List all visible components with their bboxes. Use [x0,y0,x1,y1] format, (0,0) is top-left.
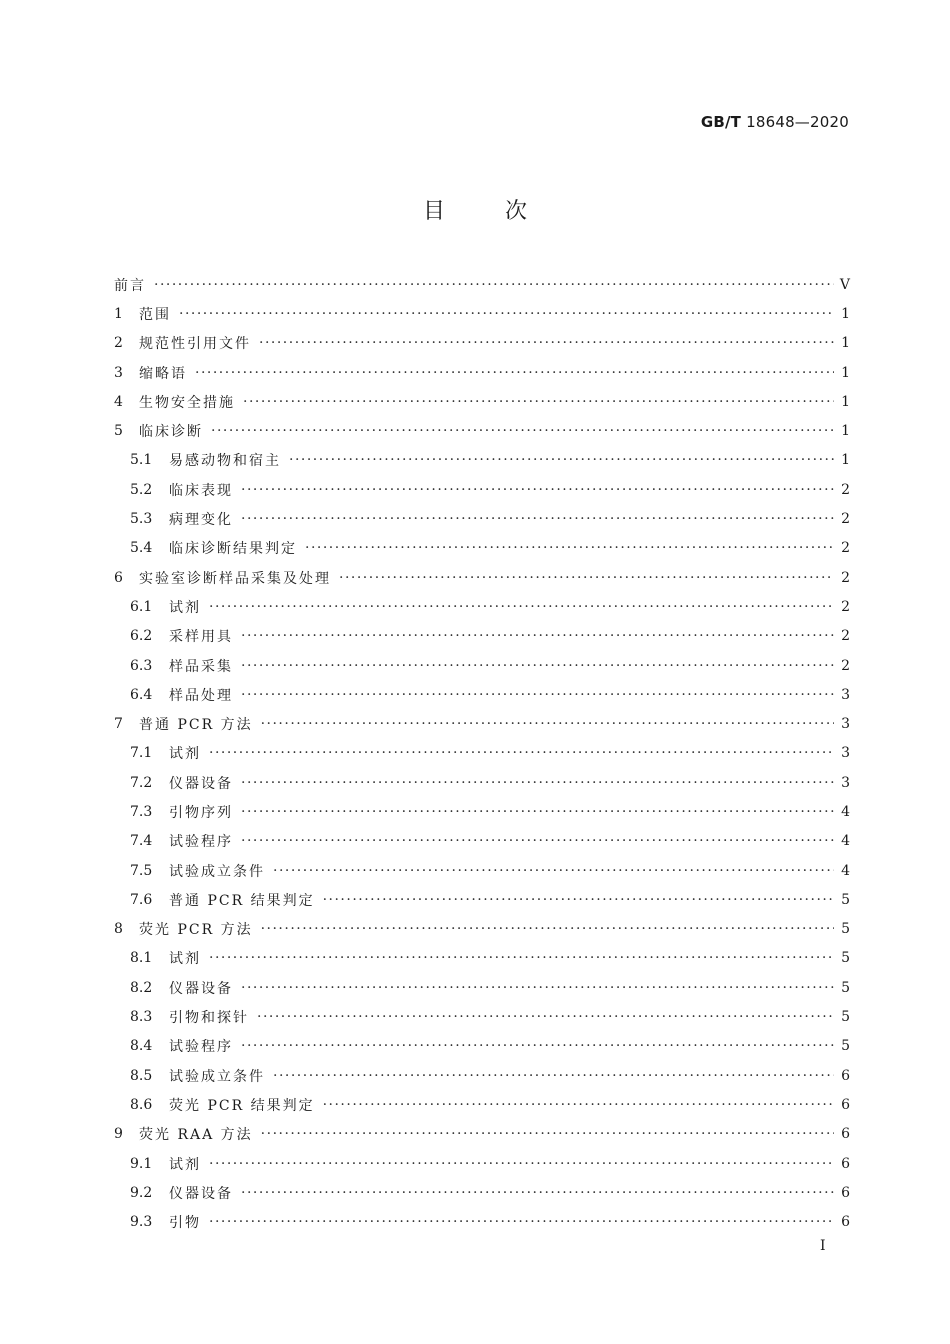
toc-entry-label: 临床表现 [169,482,233,499]
toc-leader-dots [241,628,834,644]
toc-leader-dots [241,775,834,791]
toc-entry-page: 2 [841,628,850,645]
toc-leader-dots [241,1038,834,1054]
toc-entry-label: 试剂 [169,599,201,616]
toc-entry-label: 仪器设备 [169,775,233,792]
toc-leader-dots [241,482,834,498]
toc-leader-dots [241,833,834,849]
toc-entry-label: 临床诊断 [139,424,203,441]
toc-entry[interactable] [114,797,850,826]
toc-leader-dots [209,950,834,966]
toc-entry-page: 1 [841,305,850,322]
toc-entry-page: 5 [841,979,850,996]
toc-entry-number: 8 [114,921,123,938]
toc-leader-dots [241,687,834,703]
toc-entry-label: 仪器设备 [169,1185,233,1202]
toc-leader-dots [261,921,834,937]
toc-entry-page: 1 [841,452,850,469]
toc-entry-number: 7 [114,716,123,733]
toc-entry-number: 6.4 [130,686,153,703]
toc-entry[interactable] [114,329,850,358]
toc-entry-number: 7.5 [130,862,153,879]
toc-entry-number: 6.3 [130,657,153,674]
toc-entry[interactable] [114,1002,850,1031]
toc-entry[interactable] [114,504,850,533]
toc-entry-label: 临床诊断结果判定 [169,541,297,558]
toc-entry-page: 2 [841,481,850,498]
toc-entry-number: 7.2 [130,774,153,791]
toc-entry-number: 5.4 [130,540,153,557]
toc-entry-page: 6 [841,1126,850,1143]
toc-entry[interactable] [114,1090,850,1119]
toc-entry-label: 前言 [114,277,146,294]
toc-entry[interactable] [114,827,850,856]
toc-entry-label: 仪器设备 [169,980,233,997]
toc-entry-page: 5 [841,1009,850,1026]
toc-entry-number: 7.3 [130,803,153,820]
toc-entry-number: 6.2 [130,628,153,645]
toc-leader-dots [289,452,834,468]
toc-entry-number: 3 [114,364,123,381]
toc-entry-label: 试验成立条件 [169,863,265,880]
toc-entry[interactable] [114,1120,850,1149]
toc-entry-label: 普通 PCR 方法 [139,717,253,734]
toc-entry-page: V [839,276,850,293]
toc-entry-label: 易感动物和宿主 [169,453,281,470]
toc-entry[interactable] [114,1032,850,1061]
toc-entry-label: 试验程序 [169,834,233,851]
toc-entry[interactable] [114,768,850,797]
table-of-contents [114,270,850,1237]
toc-entry-page: 6 [841,1155,850,1172]
toc-leader-dots [209,1214,834,1230]
standard-code [701,113,849,131]
toc-leader-dots [305,540,834,556]
toc-entry-number: 8.3 [130,1009,153,1026]
toc-entry-page: 2 [841,598,850,615]
toc-entry[interactable] [114,915,850,944]
toc-entry-label: 试剂 [169,746,201,763]
toc-entry-label: 实验室诊断样品采集及处理 [139,570,331,587]
toc-entry-page: 2 [841,657,850,674]
toc-entry-label: 范围 [139,306,171,323]
toc-leader-dots [261,1126,834,1142]
toc-entry-label: 规范性引用文件 [139,336,251,353]
toc-entry[interactable] [114,739,850,768]
toc-entry-label: 病理变化 [169,512,233,529]
toc-entry[interactable] [114,416,850,445]
toc-entry[interactable] [114,299,850,328]
toc-entry-page: 5 [841,921,850,938]
toc-entry-label: 荧光 PCR 结果判定 [169,1097,315,1114]
toc-entry[interactable] [114,885,850,914]
toc-entry-number: 5.1 [130,452,153,469]
toc-entry-number: 9.2 [130,1184,153,1201]
toc-leader-dots [257,1009,834,1025]
toc-entry-label: 荧光 PCR 方法 [139,922,253,939]
toc-leader-dots [241,511,834,527]
toc-leader-dots [323,892,834,908]
toc-entry-label: 生物安全措施 [139,394,235,411]
toc-entry[interactable] [114,563,850,592]
toc-entry-number: 2 [114,335,123,352]
toc-entry[interactable] [114,622,850,651]
toc-leader-dots [261,716,834,732]
toc-entry-label: 引物和探针 [169,1010,249,1027]
toc-entry-number: 5.2 [130,481,153,498]
toc-entry[interactable] [114,1208,850,1237]
toc-leader-dots [241,1185,834,1201]
page-number: I [820,1238,826,1254]
toc-entry[interactable] [114,856,850,885]
toc-entry[interactable] [114,358,850,387]
toc-entry-number: 8.5 [130,1067,153,1084]
toc-entry-label: 普通 PCR 结果判定 [169,892,315,909]
toc-leader-dots [179,306,834,322]
toc-entry-number: 8.4 [130,1038,153,1055]
toc-entry-number: 7.4 [130,833,153,850]
toc-entry[interactable] [114,446,850,475]
toc-entry-label: 荧光 RAA 方法 [139,1127,253,1144]
toc-entry[interactable] [114,592,850,621]
toc-leader-dots [243,394,834,410]
standard-number: 18648—2020 [746,113,849,131]
toc-entry-page: 3 [841,686,850,703]
toc-entry[interactable] [114,1178,850,1207]
toc-entry-number: 9.1 [130,1155,153,1172]
toc-entry-label: 样品处理 [169,687,233,704]
toc-entry[interactable] [114,973,850,1002]
toc-entry-label: 试验成立条件 [169,1068,265,1085]
toc-entry-label: 引物 [169,1215,201,1232]
toc-entry-label: 采样用具 [169,629,233,646]
toc-entry[interactable] [114,944,850,973]
toc-entry-number: 6 [114,569,123,586]
toc-entry-page: 6 [841,1214,850,1231]
toc-entry-number: 5.3 [130,511,153,528]
toc-entry[interactable] [114,709,850,738]
toc-entry-number: 9 [114,1126,123,1143]
toc-leader-dots [259,335,834,351]
toc-leader-dots [241,658,834,674]
toc-entry[interactable] [114,1149,850,1178]
toc-entry-number: 5 [114,423,123,440]
toc-entry[interactable] [114,387,850,416]
toc-entry-label: 引物序列 [169,804,233,821]
toc-entry-page: 4 [841,803,850,820]
page-title: 目次 [422,199,587,224]
toc-entry-label: 试剂 [169,1156,201,1173]
toc-entry-label: 样品采集 [169,658,233,675]
toc-entry-page: 5 [841,891,850,908]
toc-entry-page: 3 [841,774,850,791]
toc-entry-number: 6.1 [130,598,153,615]
toc-entry-page: 1 [841,423,850,440]
toc-entry-page: 2 [841,569,850,586]
toc-leader-dots [339,570,834,586]
toc-entry-number: 8.2 [130,979,153,996]
toc-entry-number: 4 [114,393,123,410]
toc-leader-dots [273,1068,834,1084]
toc-entry-page: 6 [841,1096,850,1113]
toc-entry-number: 9.3 [130,1214,153,1231]
toc-entry-page: 4 [841,862,850,879]
toc-entry-page: 6 [841,1184,850,1201]
toc-entry-page: 1 [841,393,850,410]
toc-entry-page: 5 [841,950,850,967]
toc-entry-page: 4 [841,833,850,850]
toc-entry-page: 5 [841,1038,850,1055]
toc-entry[interactable] [114,534,850,563]
toc-entry-number: 8.6 [130,1096,153,1113]
toc-entry[interactable] [114,680,850,709]
toc-entry-number: 7.1 [130,745,153,762]
toc-entry[interactable] [114,651,850,680]
toc-leader-dots [209,599,834,615]
standard-prefix: GB/T [700,113,742,131]
toc-leader-dots [211,423,834,439]
toc-entry-number: 7.6 [130,891,153,908]
toc-leader-dots [154,277,834,293]
toc-entry-page: 2 [841,540,850,557]
toc-entry-label: 试剂 [169,951,201,968]
toc-leader-dots [195,365,834,381]
toc-entry[interactable] [114,475,850,504]
toc-entry-page: 3 [841,745,850,762]
toc-leader-dots [323,1097,834,1113]
toc-entry-page: 1 [841,335,850,352]
toc-leader-dots [273,863,834,879]
toc-entry-page: 2 [841,511,850,528]
toc-leader-dots [209,1156,834,1172]
toc-entry-page: 1 [841,364,850,381]
toc-entry[interactable] [114,1061,850,1090]
toc-entry[interactable] [114,270,850,299]
toc-entry-page: 3 [841,716,850,733]
toc-entry-number: 8.1 [130,950,153,967]
toc-entry-label: 试验程序 [169,1039,233,1056]
toc-entry-label: 缩略语 [139,365,187,382]
toc-leader-dots [241,804,834,820]
toc-entry-number: 1 [114,305,123,322]
toc-leader-dots [241,980,834,996]
toc-entry-page: 6 [841,1067,850,1084]
toc-leader-dots [209,745,834,761]
